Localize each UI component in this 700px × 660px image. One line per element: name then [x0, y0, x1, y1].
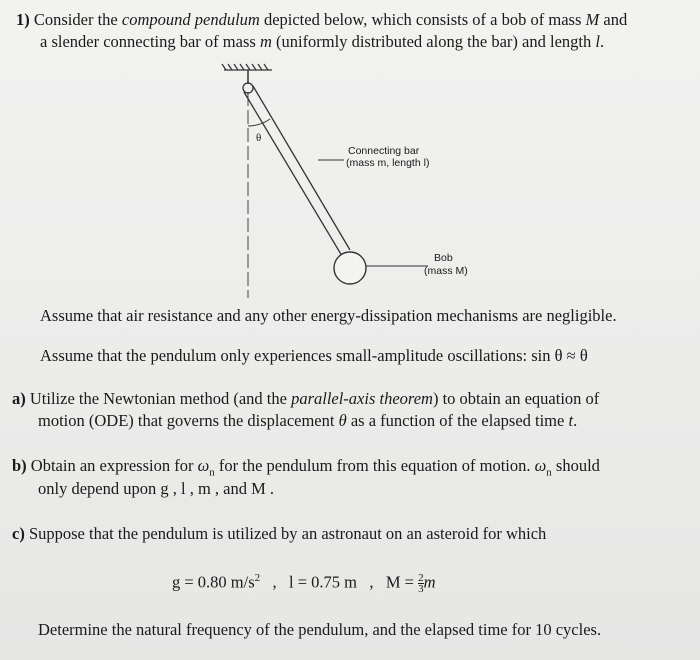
symbol-M: M	[585, 10, 600, 29]
assumption-small-amplitude: Assume that the pendulum only experiences small-amplitude oscillations: sin θ ≈ θ	[40, 346, 588, 365]
intro-text: a slender connecting bar of mass	[40, 32, 256, 51]
bar-label-line2: (mass m, length l)	[346, 157, 430, 169]
given-values	[172, 568, 436, 594]
intro-emphasis: compound pendulum	[121, 10, 260, 29]
given-M: M =	[385, 572, 414, 592]
pivot	[243, 83, 253, 93]
fraction-denominator: 3	[418, 583, 424, 596]
intro-text: (uniformly distributed along the bar) and length	[275, 32, 592, 51]
part-b-text: should	[555, 456, 600, 475]
given-l: l = 0.75 m	[289, 572, 358, 592]
intro-text: Consider the	[33, 10, 118, 29]
connecting-bar	[244, 86, 350, 256]
part-c-line1	[12, 524, 546, 544]
ceiling-support	[222, 64, 272, 70]
part-a-line2	[38, 411, 577, 431]
symbol-theta: θ	[338, 411, 347, 430]
fraction-numerator: 2	[418, 572, 424, 585]
bob-circle	[334, 252, 366, 284]
symbol-m: m	[259, 32, 272, 51]
part-a-text: motion (ODE) that governs the displacement	[38, 411, 335, 430]
part-b-text: Obtain an expression for	[30, 456, 194, 475]
omega-subscript: n	[209, 466, 215, 479]
assumption-air: Assume that air resistance and any other energy-dissipation mechanisms are negligible.	[40, 306, 617, 325]
part-a-line1	[12, 389, 599, 409]
separator: ,	[272, 572, 277, 592]
punctuation: .	[573, 411, 578, 430]
given-g: g = 0.80 m/s	[172, 572, 255, 592]
part-a-label: a)	[12, 389, 26, 408]
problem-number: 1)	[16, 10, 30, 29]
intro-text: depicted below, which consists of a bob of mass	[263, 10, 582, 29]
part-a-text: Utilize the Newtonian method (and the	[29, 389, 287, 408]
symbol-t: t	[568, 411, 574, 430]
separator: ,	[369, 572, 374, 592]
part-b-text: for the pendulum from this equation of motion.	[218, 456, 531, 475]
final-question: Determine the natural frequency of the pendulum, and the elapsed time for 10 cycles.	[38, 620, 602, 639]
part-a-text: as a function of the elapsed time	[350, 411, 565, 430]
part-c-label: c)	[12, 524, 25, 543]
bar-label-line1: Connecting bar	[348, 145, 420, 157]
symbol-l: l	[595, 32, 600, 51]
part-a-emphasis: parallel-axis theorem	[291, 389, 433, 408]
exponent: 2	[254, 572, 261, 584]
omega-subscript: n	[546, 466, 552, 479]
symbol-m: m	[423, 572, 436, 592]
symbol-omega: ω	[534, 456, 547, 475]
part-a-text: ) to obtain an equation of	[432, 389, 600, 408]
part-c-text: Suppose that the pendulum is utilized by an astronaut on an asteroid for which	[28, 524, 547, 543]
bob-label-line1: Bob	[434, 252, 453, 264]
part-b-label: b)	[12, 456, 27, 475]
part-b-line2: only depend upon g , l , m , and M .	[38, 479, 275, 498]
theta-label: θ	[256, 132, 262, 144]
punctuation: .	[599, 32, 605, 51]
symbol-omega: ω	[197, 456, 210, 475]
angle-arc	[248, 119, 270, 126]
intro-text: and	[603, 10, 628, 29]
bob-label-line2: (mass M)	[424, 265, 468, 277]
